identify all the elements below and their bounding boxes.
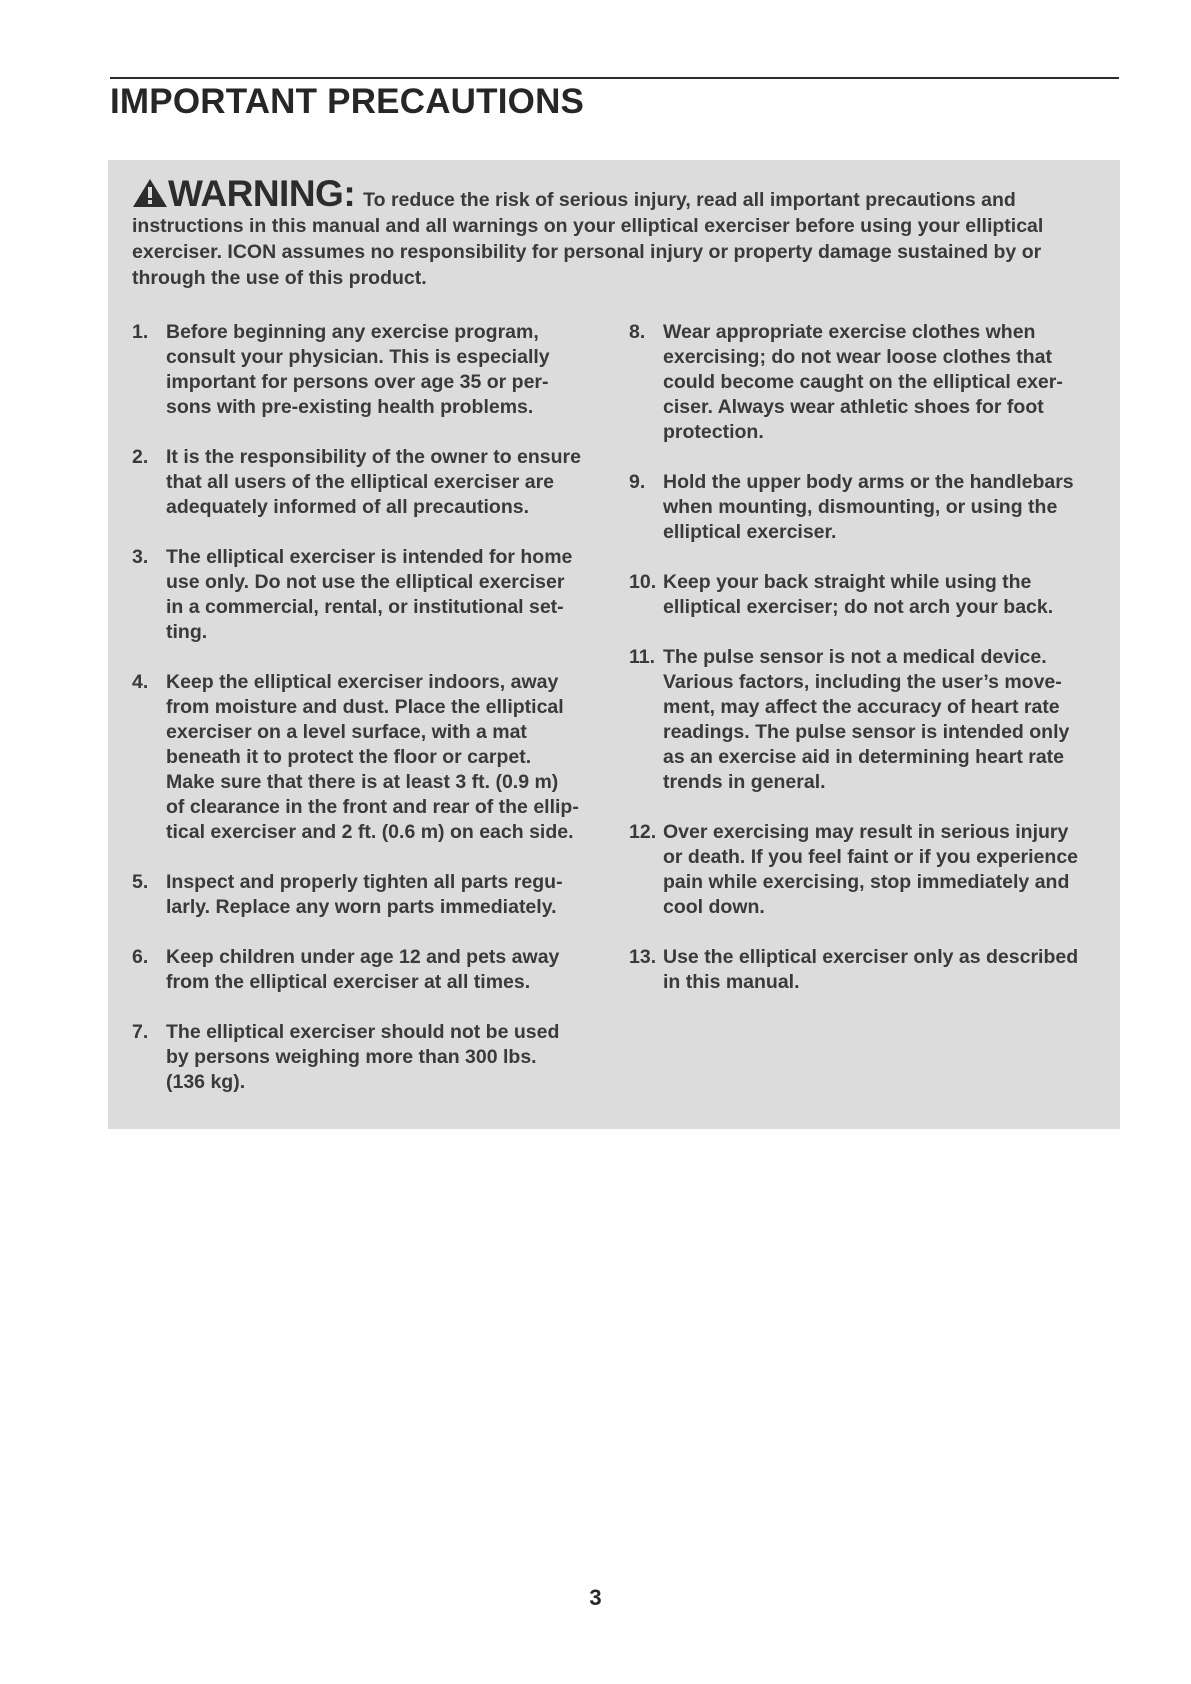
warning-text: To reduce the risk of serious injury, read all important precautions and instructions in this manual and all warnings on your elliptical exerciser before using your elliptical exerciser. ICON assumes no responsibility for personal injury or property damage sustained by or through the use of this product. <box>132 189 1044 289</box>
precaution-number: 13. <box>629 946 657 968</box>
warning-box <box>108 160 1120 1129</box>
precautions-right-column <box>629 320 1109 1020</box>
precaution-number: 9. <box>629 471 646 493</box>
precaution-number: 6. <box>132 946 149 968</box>
precaution-item <box>132 320 612 420</box>
precaution-number: 12. <box>629 821 657 843</box>
precaution-text: The elliptical exerciser is intended for home use only. Do not use the elliptical exerciser in a commercial, rental, or institutional set- ting. <box>166 546 573 643</box>
precaution-text: Keep your back straight while using the elliptical exerciser; do not arch your back. <box>663 571 1054 618</box>
precaution-number: 7. <box>132 1021 149 1043</box>
precaution-item <box>132 945 612 995</box>
precaution-item <box>132 1020 612 1095</box>
precaution-text: Keep children under age 12 and pets away from the elliptical exerciser at all times. <box>166 946 560 993</box>
precaution-number: 5. <box>132 871 149 893</box>
precaution-item <box>629 470 1109 545</box>
precaution-number: 1. <box>132 321 149 343</box>
precaution-text: It is the responsibility of the owner to ensure that all users of the elliptical exerciser are adequately informed of all precautions. <box>166 446 581 518</box>
precaution-text: The pulse sensor is not a medical device. Various factors, including the user’s move- ment, may affect the accuracy of heart rate readings. The pulse sensor is intended only as an exercise aid in determining heart rate trends in general. <box>663 646 1070 793</box>
precaution-text: Keep the elliptical exerciser indoors, away from moisture and dust. Place the elliptical exerciser on a level surface, with a mat beneath it to protect the floor or carpet. Make sure that there is at least 3 ft. (0.9 m) of clearance in the front and rear of the ellip- tical exerciser and 2 ft. (0.6 m) on each side. <box>166 671 579 843</box>
precaution-item <box>132 545 612 645</box>
header-rule <box>110 77 1119 79</box>
warning-label: WARNING: <box>168 173 356 214</box>
precaution-text: The elliptical exerciser should not be used by persons weighing more than 300 lbs. (136 kg). <box>166 1021 560 1093</box>
precaution-number: 3. <box>132 546 149 568</box>
precaution-text: Before beginning any exercise program, consult your physician. This is especially important for persons over age 35 or per- sons with pre-existing health problems. <box>166 321 550 418</box>
precaution-item <box>132 870 612 920</box>
precautions-left-column <box>132 320 612 1120</box>
page-number: 3 <box>589 1585 602 1610</box>
precaution-text: Wear appropriate exercise clothes when exercising; do not wear loose clothes that could become caught on the elliptical exer- ciser. Always wear athletic shoes for foot protection. <box>663 321 1063 443</box>
precaution-number: 8. <box>629 321 646 343</box>
warning-triangle-icon <box>132 178 168 208</box>
precaution-item <box>629 645 1109 795</box>
precaution-text: Over exercising may result in serious injury or death. If you feel faint or if you experience pain while exercising, stop immediately and cool down. <box>663 821 1079 918</box>
precaution-text: Inspect and properly tighten all parts regu- larly. Replace any worn parts immediately. <box>166 871 563 918</box>
precaution-item <box>629 820 1109 920</box>
warning-intro <box>132 173 1102 291</box>
precaution-number: 2. <box>132 446 149 468</box>
precaution-item <box>629 570 1109 620</box>
precaution-number: 11. <box>629 646 656 668</box>
precaution-number: 10. <box>629 571 657 593</box>
precaution-item <box>629 945 1109 995</box>
precaution-text: Use the elliptical exerciser only as described in this manual. <box>663 946 1079 993</box>
precaution-item <box>132 445 612 520</box>
precaution-number: 4. <box>132 671 149 693</box>
precaution-text: Hold the upper body arms or the handlebars when mounting, dismounting, or using the elliptical exerciser. <box>663 471 1074 543</box>
page-title: IMPORTANT PRECAUTIONS <box>110 82 585 121</box>
precaution-item <box>132 670 612 845</box>
precaution-item <box>629 320 1109 445</box>
